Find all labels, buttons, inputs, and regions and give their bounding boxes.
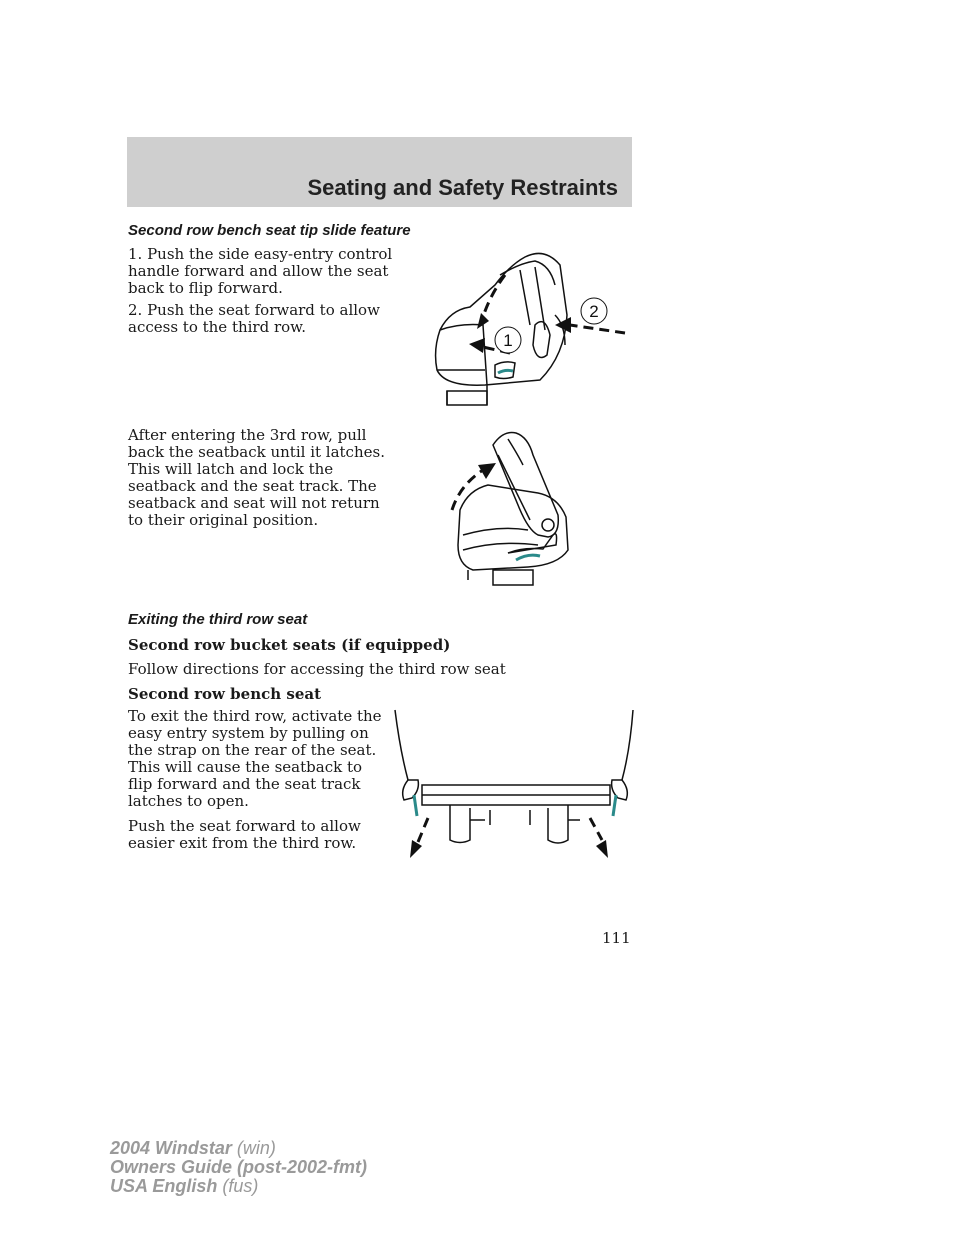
- step-1-text: [128, 246, 396, 297]
- bench-text: To exit the third row, activate the easy entry system by pulling on the strap on the rear of the seat. This will cause the seatback to flip forward and the seat track latches to open.: [128, 707, 382, 810]
- bucket-text: Follow directions for accessing the third row seat: [128, 660, 506, 678]
- footer-model: 2004 Windstar: [110, 1138, 232, 1158]
- step-2-text: [128, 302, 396, 336]
- seat-flip-illustration: [425, 245, 640, 410]
- bench-rear-illustration: [390, 700, 640, 865]
- footer-language: USA English: [110, 1176, 218, 1196]
- callout-1: 1: [503, 331, 513, 350]
- bench-text-2: Push the seat forward to allow easier exit from the third row.: [128, 817, 361, 852]
- footer-guide: Owners Guide (post-2002-fmt): [110, 1157, 368, 1177]
- header-band: [127, 137, 632, 207]
- footer: [110, 1139, 367, 1196]
- heading-tip-slide: Second row bench seat tip slide feature: [128, 222, 411, 239]
- heading-bucket-seats: Second row bucket seats (if equipped): [128, 636, 451, 654]
- after-text: [128, 427, 396, 529]
- page-number: 111: [602, 929, 631, 947]
- heading-exiting: Exiting the third row seat: [128, 611, 308, 628]
- section-title: Seating and Safety Restraints: [307, 175, 618, 200]
- step-1: 1. Push the side easy-entry control handle forward and allow the seat back to flip forward.: [128, 245, 393, 297]
- step-2: 2. Push the seat forward to allow access to the third row.: [128, 301, 380, 336]
- footer-model-code: (win): [236, 1138, 276, 1158]
- seatback-return-illustration: [448, 425, 588, 593]
- heading-bench-seat: Second row bench seat: [128, 685, 322, 703]
- footer-language-code: (fus): [222, 1176, 259, 1196]
- callout-2: 2: [589, 302, 599, 321]
- after-paragraph: After entering the 3rd row, pull back the seatback until it latches. This will latch and lock the seatback and the seat track. The seatback and seat will not return to their original position.: [128, 426, 385, 529]
- bench-text-block: [128, 708, 390, 852]
